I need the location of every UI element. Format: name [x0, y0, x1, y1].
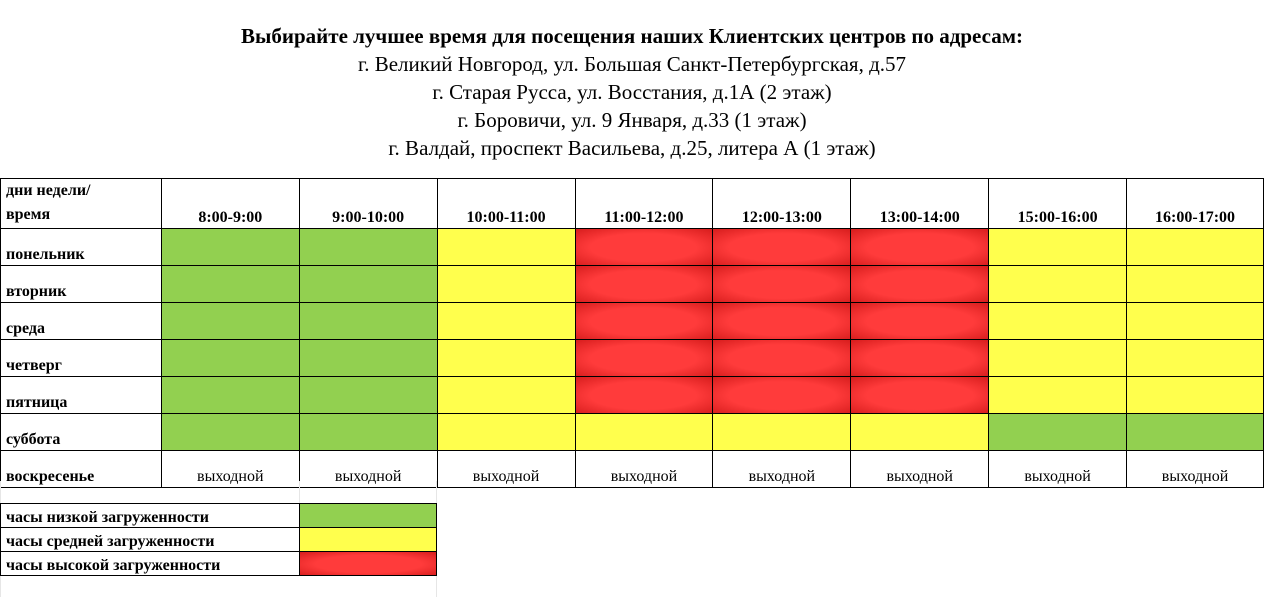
sheet-gridline [299, 481, 300, 503]
load-cell-mid [713, 414, 851, 451]
load-cell-mid [989, 303, 1127, 340]
day-row [1, 266, 1264, 303]
time-slot-header: 13:00-14:00 [851, 179, 989, 229]
load-cell-high [713, 229, 851, 266]
legend-label: часы низкой загруженности [1, 504, 300, 528]
address-line: г. Великий Новгород, ул. Большая Санкт-Петербургская, д.57 [357, 52, 907, 76]
load-cell-mid [437, 377, 575, 414]
load-cell-low [299, 303, 437, 340]
load-cell-mid [437, 414, 575, 451]
day-label: четверг [1, 340, 162, 377]
load-cell-high [575, 266, 713, 303]
day-off-cell: выходной [851, 451, 989, 488]
day-label: пятница [1, 377, 162, 414]
address-line: г. Боровичи, ул. 9 Января, д.33 (1 этаж) [457, 108, 807, 132]
corner-header [1, 179, 162, 229]
load-cell-low [161, 303, 299, 340]
load-cell-high [851, 340, 989, 377]
day-label: вторник [1, 266, 162, 303]
time-slot-header: 9:00-10:00 [299, 179, 437, 229]
load-cell-low [299, 377, 437, 414]
load-cell-low [989, 414, 1127, 451]
load-cell-mid [989, 340, 1127, 377]
corner-label-days: дни недели/ [6, 182, 91, 199]
address-line: г. Валдай, проспект Васильева, д.25, литера А (1 этаж) [388, 136, 876, 160]
load-cell-mid [437, 229, 575, 266]
load-cell-mid [437, 340, 575, 377]
day-off-cell: выходной [575, 451, 713, 488]
day-off-cell: выходной [713, 451, 851, 488]
load-cell-low [161, 229, 299, 266]
legend-table [0, 503, 437, 576]
legend-swatch-low [300, 504, 437, 528]
load-cell-high [575, 340, 713, 377]
legend-row [1, 552, 437, 576]
day-row [1, 340, 1264, 377]
day-label: среда [1, 303, 162, 340]
day-off-cell: выходной [299, 451, 437, 488]
day-label: понельник [1, 229, 162, 266]
load-cell-mid [989, 229, 1127, 266]
load-cell-low [161, 414, 299, 451]
load-cell-high [851, 377, 989, 414]
load-cell-mid [989, 266, 1127, 303]
sunday-row [1, 451, 1264, 488]
load-cell-low [161, 266, 299, 303]
load-cell-high [575, 229, 713, 266]
legend-row [1, 504, 437, 528]
load-cell-high [575, 303, 713, 340]
time-slot-header: 8:00-9:00 [161, 179, 299, 229]
load-cell-low [161, 377, 299, 414]
load-cell-low [1127, 414, 1264, 451]
load-cell-mid [437, 266, 575, 303]
load-cell-mid [1127, 303, 1264, 340]
page-heading [0, 22, 1264, 162]
load-cell-high [851, 303, 989, 340]
legend-swatch-mid [300, 528, 437, 552]
load-cell-low [299, 229, 437, 266]
legend-label: часы высокой загруженности [1, 552, 300, 576]
address-line: г. Старая Русса, ул. Восстания, д.1А (2 этаж) [432, 80, 832, 104]
legend-row [1, 528, 437, 552]
load-cell-low [161, 340, 299, 377]
load-cell-mid [575, 414, 713, 451]
load-cell-mid [1127, 266, 1264, 303]
load-cell-mid [437, 303, 575, 340]
load-cell-high [851, 229, 989, 266]
load-cell-mid [1127, 229, 1264, 266]
load-cell-low [299, 266, 437, 303]
corner-label-time: время [6, 206, 51, 223]
time-slot-header: 12:00-13:00 [713, 179, 851, 229]
load-cell-mid [851, 414, 989, 451]
legend-swatch-high [300, 552, 437, 576]
load-cell-high [713, 340, 851, 377]
day-row [1, 303, 1264, 340]
day-label: воскресенье [1, 451, 162, 488]
time-slot-header: 10:00-11:00 [437, 179, 575, 229]
load-cell-mid [1127, 377, 1264, 414]
load-cell-mid [989, 377, 1127, 414]
load-cell-high [575, 377, 713, 414]
load-cell-mid [1127, 340, 1264, 377]
day-off-cell: выходной [437, 451, 575, 488]
time-slot-header: 16:00-17:00 [1127, 179, 1264, 229]
load-cell-low [299, 414, 437, 451]
day-row [1, 229, 1264, 266]
load-cell-high [713, 303, 851, 340]
load-cell-high [713, 266, 851, 303]
day-label: суббота [1, 414, 162, 451]
page-title: Выбирайте лучшее время для посещения наших Клиентских центров по адресам: [240, 24, 1024, 48]
load-cell-high [713, 377, 851, 414]
day-row [1, 414, 1264, 451]
day-off-cell: выходной [161, 451, 299, 488]
time-slot-header: 15:00-16:00 [989, 179, 1127, 229]
load-cell-low [299, 340, 437, 377]
day-row [1, 377, 1264, 414]
time-slot-header: 11:00-12:00 [575, 179, 713, 229]
schedule-header-row [1, 179, 1264, 229]
day-off-cell: выходной [989, 451, 1127, 488]
legend-label: часы средней загруженности [1, 528, 300, 552]
day-off-cell: выходной [1127, 451, 1264, 488]
load-cell-high [851, 266, 989, 303]
schedule-table [0, 178, 1264, 488]
